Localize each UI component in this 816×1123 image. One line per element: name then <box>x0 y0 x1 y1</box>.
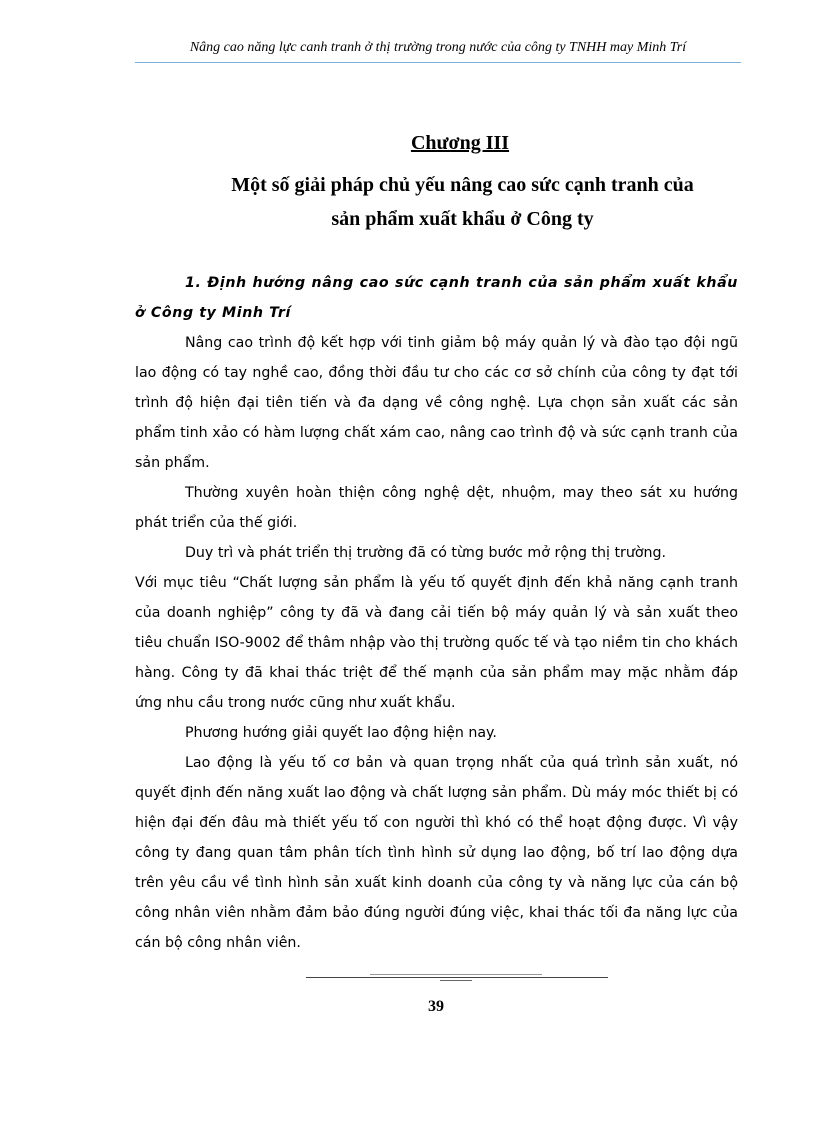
header-divider <box>135 62 741 63</box>
chapter-label: Chương III <box>410 132 510 154</box>
page-number: 39 <box>428 998 444 1015</box>
footer-divider <box>306 977 608 978</box>
paragraph: Phương hướng giải quyết lao động hiện nay. <box>185 725 497 741</box>
paragraph: Nâng cao trình độ kết hợp với tinh giảm bộ máy quản lý và đào tạo đội ngũ lao động có tay nghề cao, đồng thời đầu tư cho các cơ sở chính của công ty đạt tới trình độ hiện đại tiên tiến và đa dạng về công nghệ. Lựa chọn sản xuất các sản phẩm tinh xảo có hàm lượng chất xám cao, nâng cao trình độ và sức cạnh tranh của sản phẩm. <box>135 335 738 471</box>
paragraph: Duy trì và phát triển thị trường đã có từng bước mở rộng thị trường. <box>185 545 667 561</box>
footer-divider-mark <box>440 980 472 981</box>
footer-divider-accent <box>370 974 542 975</box>
paragraph: Lao động là yếu tố cơ bản và quan trọng nhất của quá trình sản xuất, nó quyết định đến năng xuất lao động và chất lượng sản phẩm. Dù máy móc thiết bị có hiện đại đến đâu mà thiết yếu tố con người thì khó có thể hoạt động được. Vì vậy công ty đang quan tâm phân tích tình hình sử dụng lao động, bố trí lao động dựa trên yêu cầu về tình hình sản xuất kinh doanh của công ty và năng lực của cán bộ công nhân viên nhằm đảm bảo đúng người đúng việc, khai thác tối đa năng lực của cán bộ công nhân viên. <box>135 755 738 951</box>
chapter-title-line-1: Một số giải pháp chủ yếu nâng cao sức cạnh tranh của <box>231 174 694 196</box>
running-header: Nâng cao năng lực canh tranh ở thị trường trong nước của công ty TNHH may Minh Trí <box>189 40 687 55</box>
paragraph: Với mục tiêu “Chất lượng sản phẩm là yếu tố quyết định đến khả năng cạnh tranh của doanh nghiệp” công ty đã và đang cải tiến bộ máy quản lý và sản xuất theo tiêu chuẩn ISO-9002 để thâm nhập vào thị trường quốc tế và tạo niềm tin cho khách hàng. Công ty đã khai thác triệt để thế mạnh của sản phẩm may mặc nhằm đáp ứng nhu cầu trong nước cũng như xuất khẩu. <box>135 575 738 711</box>
paragraph: Thường xuyên hoàn thiện công nghệ dệt, nhuộm, may theo sát xu hướng phát triển của thế giới. <box>135 485 738 531</box>
document-body <box>135 268 738 958</box>
chapter-title <box>170 168 755 236</box>
chapter-title-line-2: sản phẩm xuất khẩu ở Công ty <box>331 208 594 230</box>
section-heading: 1. Định hướng nâng cao sức cạnh tranh của sản phẩm xuất khẩu ở Công ty Minh Trí <box>135 275 738 321</box>
